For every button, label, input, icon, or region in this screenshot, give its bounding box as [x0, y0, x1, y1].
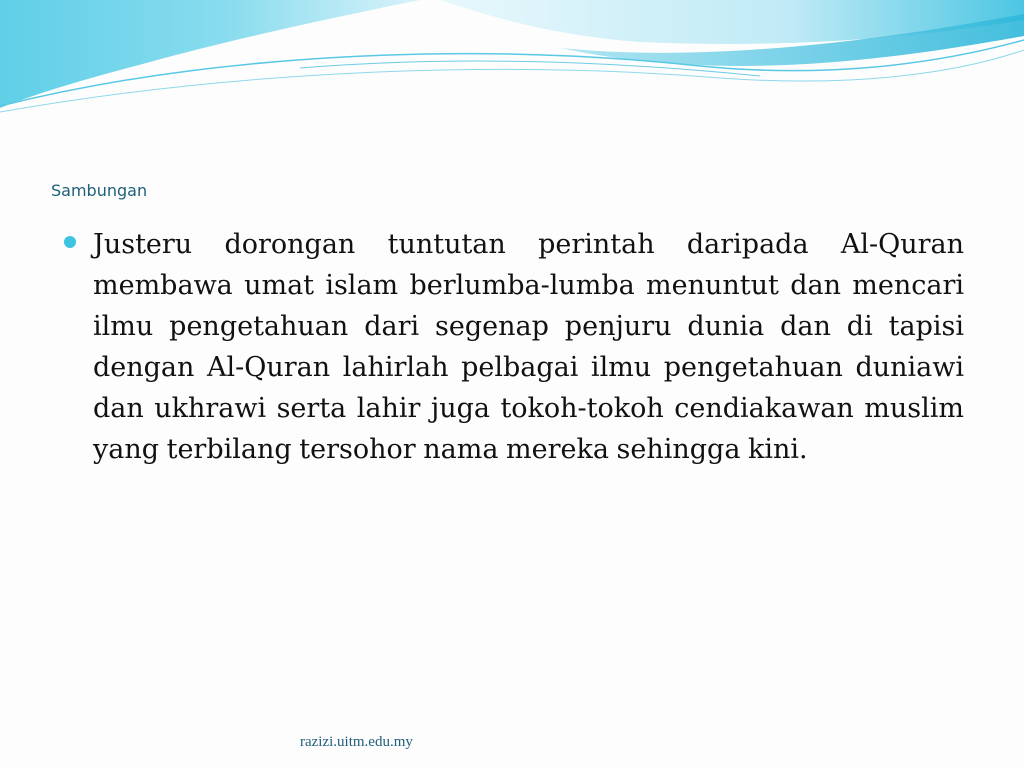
footer-url: razizi.uitm.edu.my [300, 734, 413, 750]
bullet-text: Justeru dorongan tuntutan perintah daripada Al-Quran membawa umat islam berlumba-lumba menuntut dan mencari ilmu pengetahuan dari segenap penjuru dunia dan di tapisi dengan Al-Quran lahirlah pelbagai ilmu pengetahuan duniawi dan ukhrawi serta lahir juga tokoh-tokoh cendiakawan muslim yang terbilang tersohor nama mereka sehingga kini. [93, 229, 964, 465]
bullet-item [64, 224, 964, 470]
slide-content [64, 224, 964, 470]
wave-header-decoration [0, 0, 1024, 120]
bullet-dot-icon [64, 236, 76, 248]
slide-title: Sambungan [51, 181, 148, 200]
